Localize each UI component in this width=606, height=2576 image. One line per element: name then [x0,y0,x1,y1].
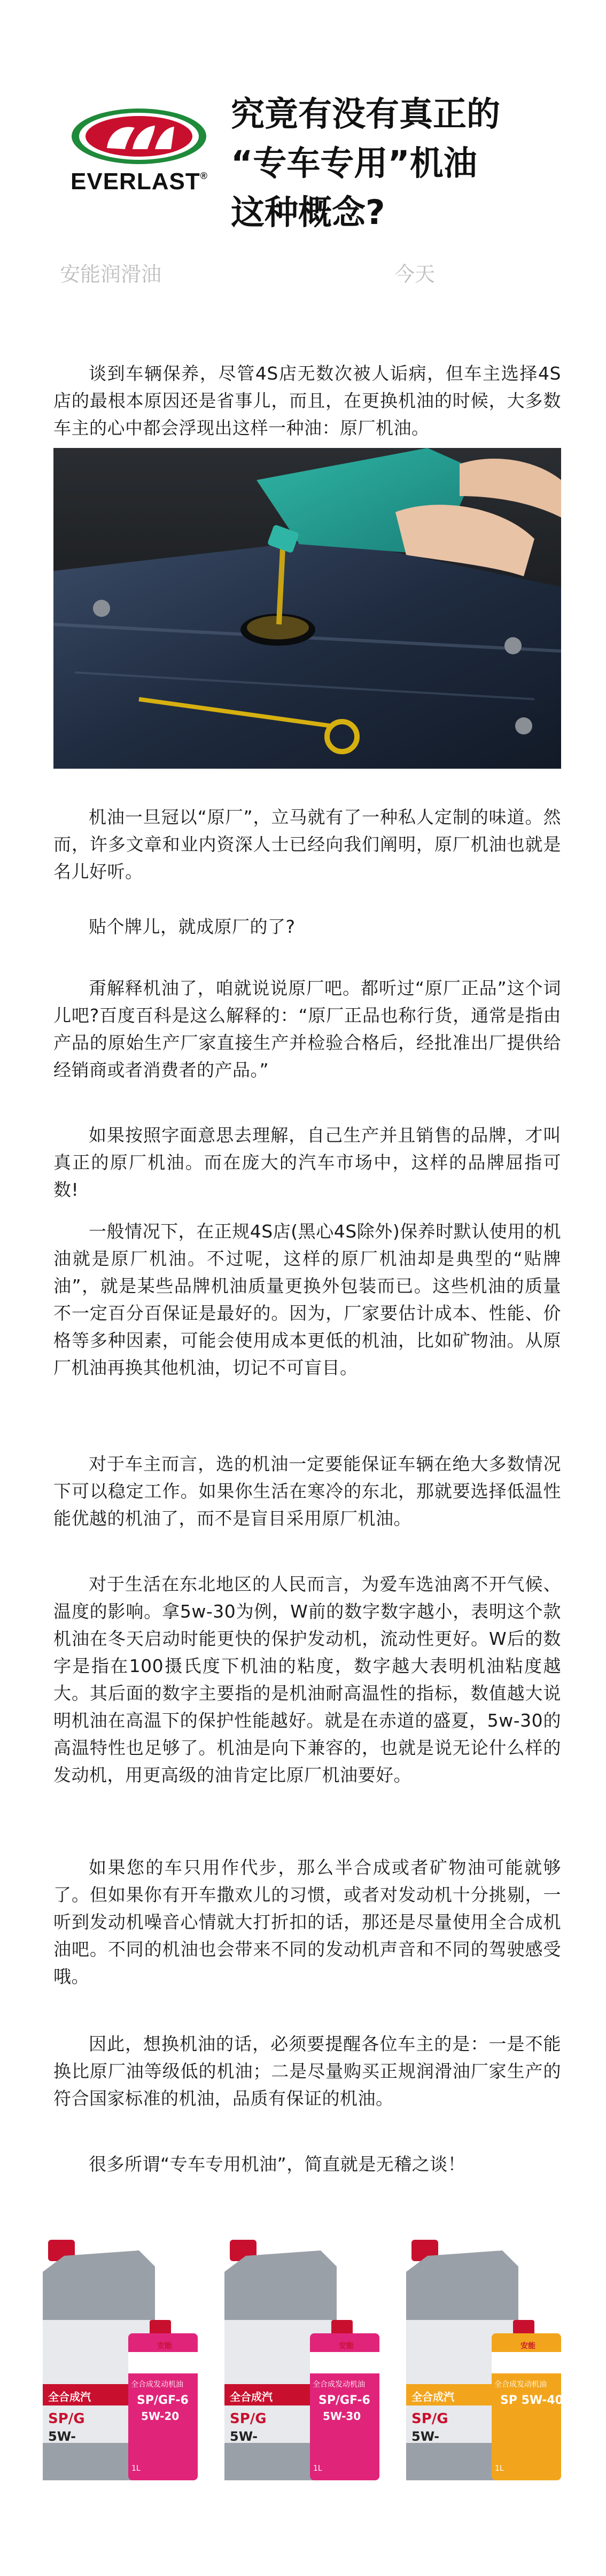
big-bottle-visc: 5W- [230,2429,258,2444]
small-bottle-visc: 5W-20 [141,2410,180,2423]
article-source[interactable]: 安能润滑油 [60,262,162,286]
paragraph-10: 因此，想换机油的话，必须要提醒各位车主的是：一是不能换比原厂油等级低的机油；二是尽量购买正规润滑油厂家生产的符合国家标准的机油，品质有保证的机油。 [53,2033,561,2109]
paragraph-7: 对于车主而言，选的机油一定要能保证车辆在绝大多数情况下可以稳定工作。如果你生活在寒冷的东北，那就要选择低温性能优越的机油了，而不是盲目采用原厂机油。 [53,1453,561,1529]
everlast-emblem-icon [69,104,208,168]
article-title [231,90,573,237]
big-bottle-label: 全合成汽 [230,2391,273,2403]
small-bottle-label: 全合成发动机油 [494,2380,547,2389]
product-group [32,2224,208,2491]
small-bottle-volume: 1L [313,2464,322,2473]
big-bottle-grade: SP/G [230,2411,267,2427]
big-bottle-visc: 5W- [411,2429,440,2444]
small-bottle-volume: 1L [495,2464,504,2473]
article-date: 今天 [394,262,436,286]
title-line-1: 究竟有没有真正的 [231,95,500,134]
small-bottle-brand: 安能 [520,2342,535,2350]
paragraph-1: 谈到车辆保养，尽管4S店无数次被人诟病，但车主选择4S店的最根本原因还是省事儿，而且，在更换机油的时候，大多数车主的心中都会浮现出这样一种油：原厂机油。 [53,363,561,438]
small-bottle-grade: SP/GF-6 [137,2394,189,2407]
paragraph-2: 机油一旦冠以“原厂”，立马就有了一种私人定制的味道。然而，许多文章和业内资深人士已经向我们阐明，原厂机油也就是名儿好听。 [53,807,561,882]
big-bottle-label: 全合成汽 [411,2391,454,2403]
brand-name: EVERLAST® [71,168,208,195]
everlast-logo [59,104,219,206]
paragraph-11: 很多所谓“专车专用机油”，简直就是无稽之谈！ [89,2154,466,2175]
small-bottle-brand: 安能 [157,2342,172,2350]
small-bottle-visc: 5W-30 [323,2410,361,2423]
big-bottle-label: 全合成汽 [48,2391,91,2403]
paragraph-9: 如果您的车只用作代步，那么半合成或者矿物油可能就够了。但如果你有开车撒欢儿的习惯，或者对发动机十分挑剔，一听到发动机噪音心情就大打折扣的话，那还是尽量使用全合成机油吧。不同的机油也会带来不同的发动机声音和不同的驾驶感受哦。 [53,1857,561,1987]
oil-products-photo [32,2224,574,2491]
product-group [214,2224,390,2491]
title-line-2: “专车专用”机油 [231,144,477,183]
article-header [0,0,606,299]
big-bottle-grade: SP/G [411,2411,448,2427]
big-bottle-visc: 5W- [48,2429,76,2444]
engine-oil-pouring-photo [53,448,561,769]
small-bottle-volume: 1L [131,2464,141,2473]
small-bottle-label: 全合成发动机油 [313,2380,365,2389]
small-bottle-brand: 安能 [339,2342,354,2350]
title-line-3: 这种概念? [231,193,385,232]
small-bottle-label: 全合成发动机油 [131,2380,183,2389]
big-bottle-grade: SP/G [48,2411,85,2427]
paragraph-3: 贴个牌儿，就成原厂的了? [89,916,296,937]
paragraph-8: 对于生活在东北地区的人民而言，为爱车选油离不开气候、温度的影响。拿5w-30为例，W前的数字数字越小，表明这个款机油在冬天启动时能更快的保护发动机，流动性更好。W后的数字是指在100摄氏度下机油的粘度，数字越大表明机油粘度越大。其后面的数字主要指的是机油耐高温性的指标，数值越大说明机油在高温下的保护性能越好。就是在赤道的盛夏，5w-30的高温特性也足够了。机油是向下兼容的，也就是说无论什么样的发动机，用更高级的油肯定比原厂机油要好。 [53,1574,561,1785]
paragraph-4: 甭解释机油了，咱就说说原厂吧。都听过“原厂正品”这个词儿吧?百度百科是这么解释的：“原厂正品也称行货，通常是指由产品的原始生产厂家直接生产并检验合格后，经批准出厂提供给经销商或者消费者的产品。” [53,978,561,1080]
paragraph-5: 如果按照字面意思去理解，自己生产并且销售的品牌，才叫真正的原厂机油。而在庞大的汽车市场中，这样的品牌屈指可数! [53,1125,561,1200]
paragraph-6: 一般情况下，在正规4S店(黑心4S除外)保养时默认使用的机油就是原厂机油。不过呢，这样的原厂机油却是典型的“贴牌油”，就是某些品牌机油质量更换外包装而已。这些机油的质量不一定百分百保证是最好的。因为，厂家要估计成本、性能、价格等多种因素，可能会使用成本更低的机油，比如矿物油。从原厂机油再换其他机油，切记不可盲目。 [53,1221,561,1378]
product-group [395,2224,572,2491]
small-bottle-grade: SP/GF-6 [318,2394,370,2407]
small-bottle-grade: SP 5W-40 [500,2394,563,2407]
